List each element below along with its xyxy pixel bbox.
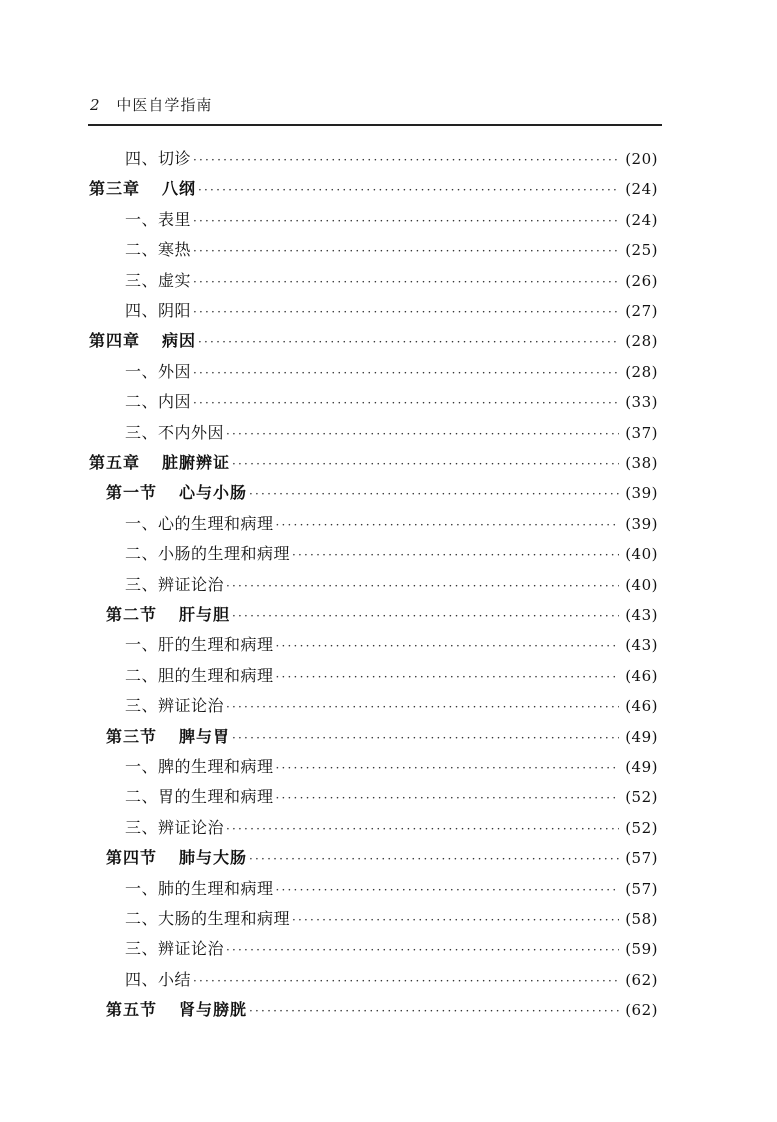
- toc-entry-page: (43): [625, 636, 658, 655]
- toc-entry-page: (25): [625, 241, 658, 260]
- dot-leader: [276, 762, 620, 774]
- toc-entry-heading: 第五章: [89, 453, 141, 472]
- toc-entry-label: [125, 268, 191, 291]
- dot-leader: [249, 1005, 619, 1017]
- toc-entry-item: [125, 207, 658, 231]
- toc-entry-label: [125, 298, 191, 321]
- toc-entry-label: [125, 784, 274, 807]
- book-title: 中医自学指南: [116, 96, 213, 114]
- toc-entry-heading: 三、虚实: [125, 270, 192, 290]
- toc-entry-page: (24): [625, 210, 658, 229]
- toc-entry-item: [125, 906, 658, 930]
- toc-entry-label: [125, 967, 191, 990]
- toc-entry-label: [125, 237, 191, 260]
- toc-entry-label: [125, 632, 274, 655]
- toc-entry-heading: 四、阴阳: [125, 301, 192, 320]
- toc-entry-item: [125, 420, 658, 444]
- toc-entry-label: [125, 815, 224, 838]
- toc-entry-label: [106, 997, 247, 1020]
- dot-leader: [193, 397, 619, 409]
- dot-leader: [276, 792, 620, 804]
- toc-entry-item: [125, 754, 658, 778]
- dot-leader: [193, 245, 619, 257]
- toc-entry-heading: 二、内因: [125, 392, 192, 412]
- toc-entry-item: [125, 511, 658, 535]
- dot-leader: [232, 610, 619, 622]
- dot-leader: [276, 640, 620, 652]
- dot-leader: [226, 428, 619, 440]
- page-number: 2: [90, 96, 101, 114]
- toc-entry-page: (28): [625, 362, 658, 381]
- toc-entry-page: (46): [625, 697, 658, 716]
- toc-entry-label: [106, 480, 247, 503]
- dot-leader: [193, 367, 619, 379]
- toc-entry-heading: 第四章: [89, 331, 141, 351]
- toc-entry-label: [125, 541, 290, 564]
- toc-entry-item: [125, 237, 658, 261]
- toc-entry-page: (57): [625, 879, 658, 898]
- toc-entry-heading: 三、辨证论治: [125, 939, 225, 959]
- toc-entry-page: (49): [625, 727, 658, 746]
- toc-entry-label: [125, 359, 191, 382]
- dot-leader: [198, 184, 619, 196]
- toc-entry-item: [125, 663, 658, 687]
- toc-entry-page: (52): [625, 788, 658, 807]
- toc-entry-page: (52): [625, 818, 658, 837]
- dot-leader: [292, 549, 619, 561]
- running-header: [90, 94, 212, 115]
- toc-entry-item: [125, 572, 658, 596]
- toc-entry-page: (39): [625, 514, 658, 533]
- toc-entry-section: [106, 602, 658, 626]
- dot-leader: [249, 853, 619, 865]
- toc-entry-heading: 一、肺的生理和病理: [125, 878, 274, 898]
- toc-entry-label: [89, 176, 196, 199]
- toc-entry-page: (37): [625, 423, 658, 442]
- toc-entry-page: (40): [625, 575, 658, 594]
- toc-entry-section: [106, 480, 658, 504]
- dot-leader: [198, 336, 619, 348]
- toc-entry-heading: 第五节: [106, 1000, 158, 1020]
- toc-entry-label: [89, 328, 196, 351]
- toc-entry-heading: 三、不内外因: [125, 422, 225, 442]
- toc-entry-heading: 三、辨证论治: [125, 817, 225, 837]
- toc-entry-heading: 二、胃的生理和病理: [125, 787, 274, 807]
- toc-entry-item: [125, 693, 658, 717]
- toc-entry-item: [125, 146, 658, 170]
- toc-entry-label: [125, 420, 224, 443]
- toc-entry-page: (57): [625, 849, 658, 868]
- dot-leader: [232, 458, 619, 470]
- toc-entry-heading: 二、寒热: [125, 240, 192, 260]
- dot-leader: [226, 701, 619, 713]
- toc-entry-title: 八纲: [162, 179, 197, 199]
- toc-entry-heading: 一、脾的生理和病理: [125, 757, 274, 776]
- toc-entry-page: (26): [625, 271, 658, 290]
- toc-entry-title: 肝与胆: [179, 605, 231, 624]
- toc-entry-page: (58): [625, 910, 658, 928]
- toc-entry-page: (28): [625, 332, 658, 351]
- toc-entry-item: [125, 389, 658, 413]
- toc-entry-title: 肺与大肠: [179, 848, 248, 868]
- toc-entry-heading: 三、辨证论治: [125, 574, 225, 594]
- toc-entry-title: 病因: [162, 331, 197, 351]
- toc-entry-title: 肾与膀胱: [179, 1000, 248, 1020]
- toc-entry-item: [125, 298, 658, 322]
- toc-entry-heading: 第三章: [89, 179, 141, 199]
- toc-entry-page: (46): [625, 666, 658, 685]
- toc-entry-chapter: [89, 328, 658, 352]
- toc-entry-heading: 四、小结: [125, 969, 192, 989]
- toc-entry-page: (62): [625, 1001, 658, 1020]
- toc-entry-label: [125, 663, 274, 686]
- toc-entry-label: [89, 450, 230, 473]
- dot-leader: [193, 215, 619, 227]
- toc-entry-section: [106, 845, 658, 869]
- dot-leader: [276, 884, 620, 896]
- toc-entry-page: (40): [625, 545, 658, 564]
- toc-entry-item: [125, 359, 658, 383]
- toc-entry-heading: 一、肝的生理和病理: [125, 635, 274, 655]
- toc-entry-item: [125, 815, 658, 839]
- dot-leader: [193, 975, 619, 987]
- toc-entry-heading: 二、大肠的生理和病理: [125, 909, 291, 928]
- toc-entry-label: [125, 511, 274, 534]
- toc-entry-page: (62): [625, 970, 658, 989]
- dot-leader: [292, 914, 619, 926]
- toc-entry-label: [125, 936, 224, 959]
- toc-entry-label: [125, 146, 191, 169]
- toc-entry-label: [125, 906, 290, 929]
- toc-entry-label: [106, 845, 247, 868]
- toc-entry-page: (33): [625, 393, 658, 412]
- toc-entry-heading: 第二节: [106, 605, 158, 624]
- dot-leader: [226, 580, 619, 592]
- toc-entry-label: [125, 876, 274, 899]
- toc-entry-section: [106, 997, 658, 1021]
- toc-entry-page: (27): [625, 302, 658, 320]
- dot-leader: [193, 306, 619, 318]
- toc-entry-heading: 二、小肠的生理和病理: [125, 544, 291, 564]
- toc-entry-item: [125, 632, 658, 656]
- toc-entry-label: [125, 572, 224, 595]
- toc-entry-page: (43): [625, 606, 658, 624]
- toc-entry-heading: 第三节: [106, 726, 158, 746]
- toc-entry-label: [125, 754, 274, 777]
- toc-entry-label: [125, 693, 224, 716]
- dot-leader: [226, 944, 619, 956]
- toc-entry-heading: 二、胆的生理和病理: [125, 665, 274, 685]
- toc-entry-label: [106, 724, 230, 747]
- toc-entry-chapter: [89, 450, 658, 474]
- dot-leader: [276, 519, 620, 531]
- toc-entry-item: [125, 876, 658, 900]
- toc-entry-page: (24): [625, 180, 658, 199]
- toc-entry-heading: 第一节: [106, 483, 158, 503]
- toc-entry-heading: 一、表里: [125, 209, 192, 229]
- toc-entry-heading: 一、外因: [125, 361, 192, 381]
- toc-entry-label: [125, 389, 191, 412]
- toc-entry-title: 脾与胃: [179, 726, 231, 746]
- dot-leader: [193, 154, 619, 166]
- toc-entry-title: 心与小肠: [179, 483, 248, 503]
- toc-entry-item: [125, 784, 658, 808]
- dot-leader: [232, 732, 619, 744]
- toc-entry-label: [125, 207, 191, 230]
- toc-entry-page: (20): [625, 150, 658, 168]
- toc-entry-page: (49): [625, 758, 658, 776]
- toc-entry-heading: 一、心的生理和病理: [125, 513, 274, 533]
- toc-entry-heading: 四、切诊: [125, 149, 192, 168]
- toc-entry-heading: 三、辨证论治: [125, 696, 225, 716]
- toc-entry-item: [125, 936, 658, 960]
- toc-entry-page: (39): [625, 484, 658, 503]
- dot-leader: [193, 276, 619, 288]
- toc-entry-label: [106, 602, 230, 625]
- dot-leader: [226, 823, 619, 835]
- toc-entry-page: (38): [625, 454, 658, 472]
- toc-entry-item: [125, 268, 658, 292]
- dot-leader: [276, 671, 620, 683]
- toc-entry-item: [125, 541, 658, 565]
- toc-entry-title: 脏腑辨证: [162, 453, 231, 472]
- toc-entry-item: [125, 967, 658, 991]
- toc-entry-section: [106, 724, 658, 748]
- header-rule: [88, 124, 662, 126]
- toc-entry-page: (59): [625, 940, 658, 959]
- toc-entry-chapter: [89, 176, 658, 200]
- toc-entry-heading: 第四节: [106, 848, 158, 868]
- dot-leader: [249, 488, 619, 500]
